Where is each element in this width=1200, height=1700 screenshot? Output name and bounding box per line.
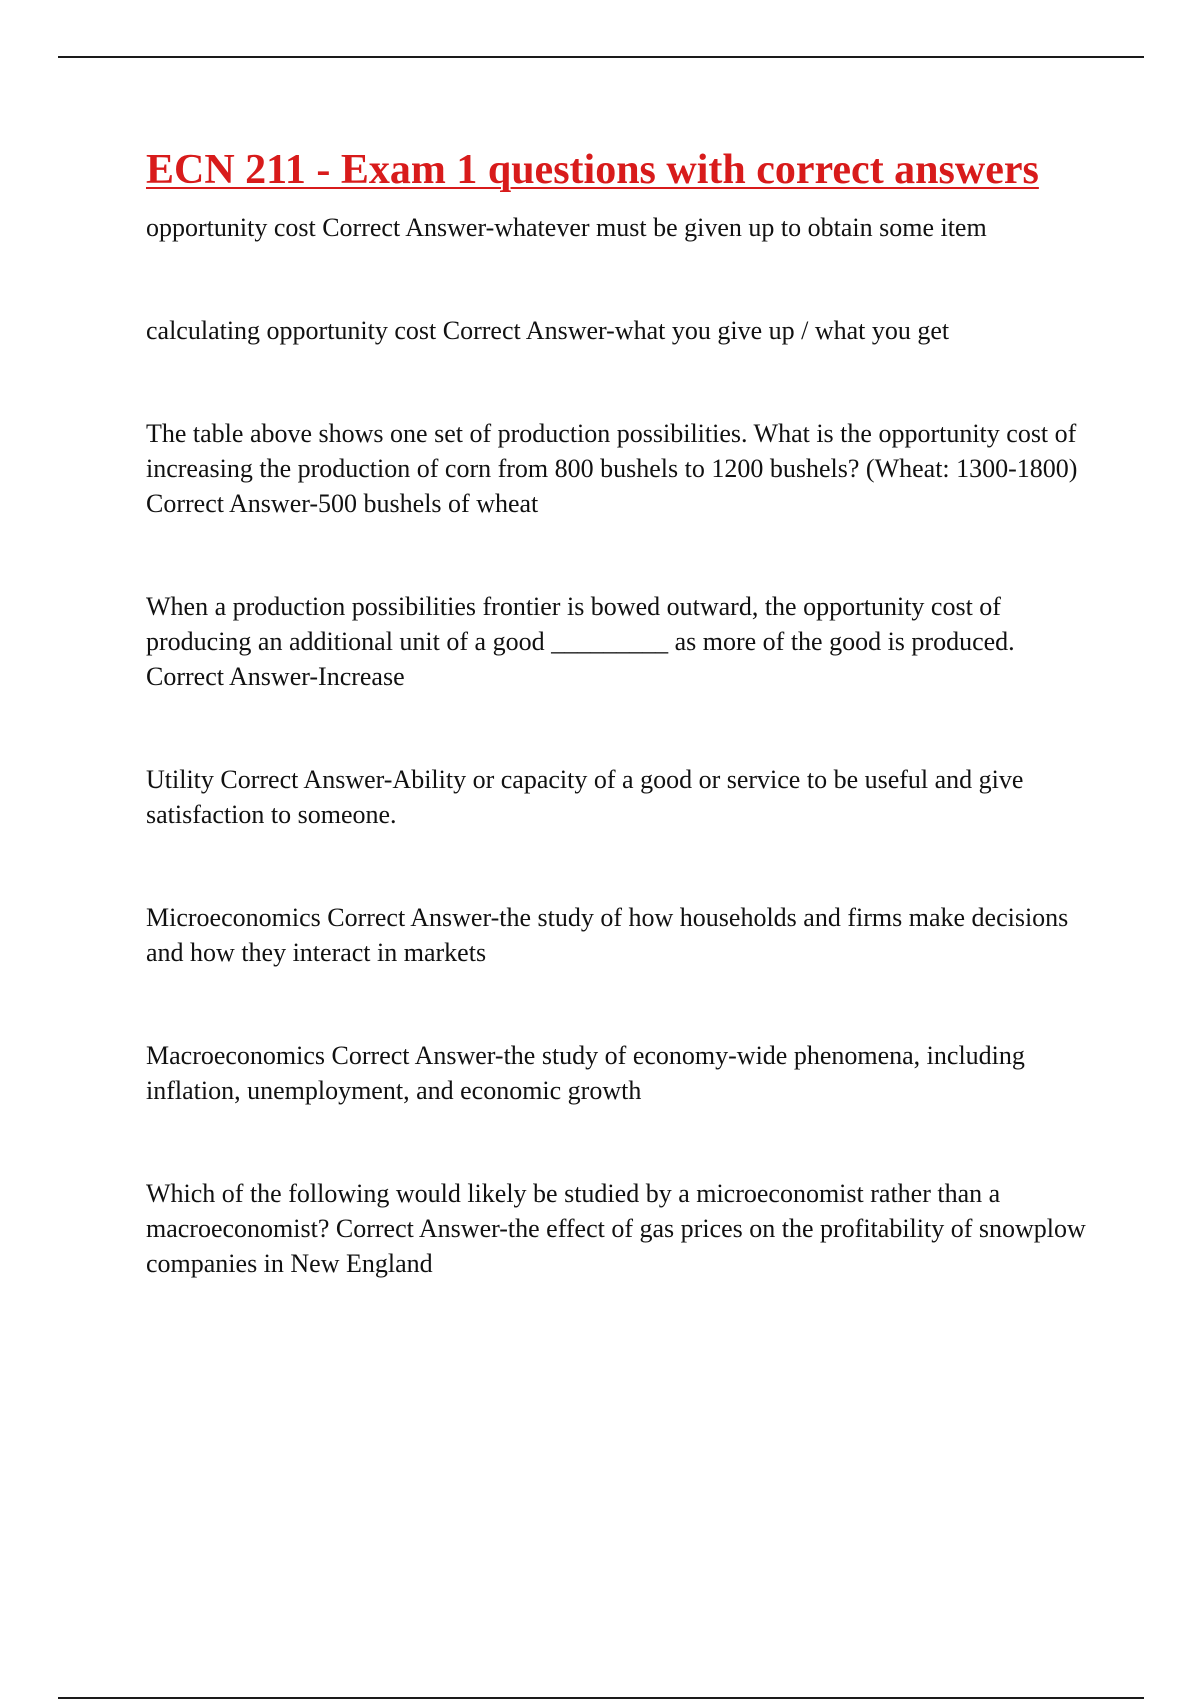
footer-rule (58, 1697, 1144, 1699)
qa-item-utility: Utility Correct Answer-Ability or capacity of a good or service to be useful and give satisfaction to someone. (146, 765, 1024, 829)
qa-item-opportunity-cost: opportunity cost Correct Answer-whatever must be given up to obtain some item (146, 213, 987, 242)
qa-list (146, 210, 1096, 1281)
qa-item-macroeconomics: Macroeconomics Correct Answer-the study of economy-wide phenomena, including inflation, unemployment, and economic growth (146, 1041, 1025, 1105)
qa-item-calculating-opportunity-cost: calculating opportunity cost Correct Answer-what you give up / what you get (146, 316, 950, 345)
qa-item-ppf-bowed-outward: When a production possibilities frontier is bowed outward, the opportunity cost of producing an additional unit of a good _________ as more of the good is produced. Correct Answer-Increase (146, 592, 1015, 691)
qa-item-production-table: The table above shows one set of production possibilities. What is the opportunity cost of increasing the production of corn from 800 bushels to 1200 bushels? (Wheat: 1300-1800) Correct Answer-500 bushels of wheat (146, 419, 1078, 518)
document-title: ECN 211 - Exam 1 questions with correct answers (146, 147, 1039, 193)
header-rule (58, 56, 1144, 58)
document-body (146, 142, 1096, 1349)
qa-item-microeconomist-study: Which of the following would likely be studied by a microeconomist rather than a macroeconomist? Correct Answer-the effect of gas prices on the profitability of snowplow companies in New England (146, 1179, 1086, 1278)
qa-item-microeconomics: Microeconomics Correct Answer-the study of how households and firms make decisions and how they interact in markets (146, 903, 1069, 967)
